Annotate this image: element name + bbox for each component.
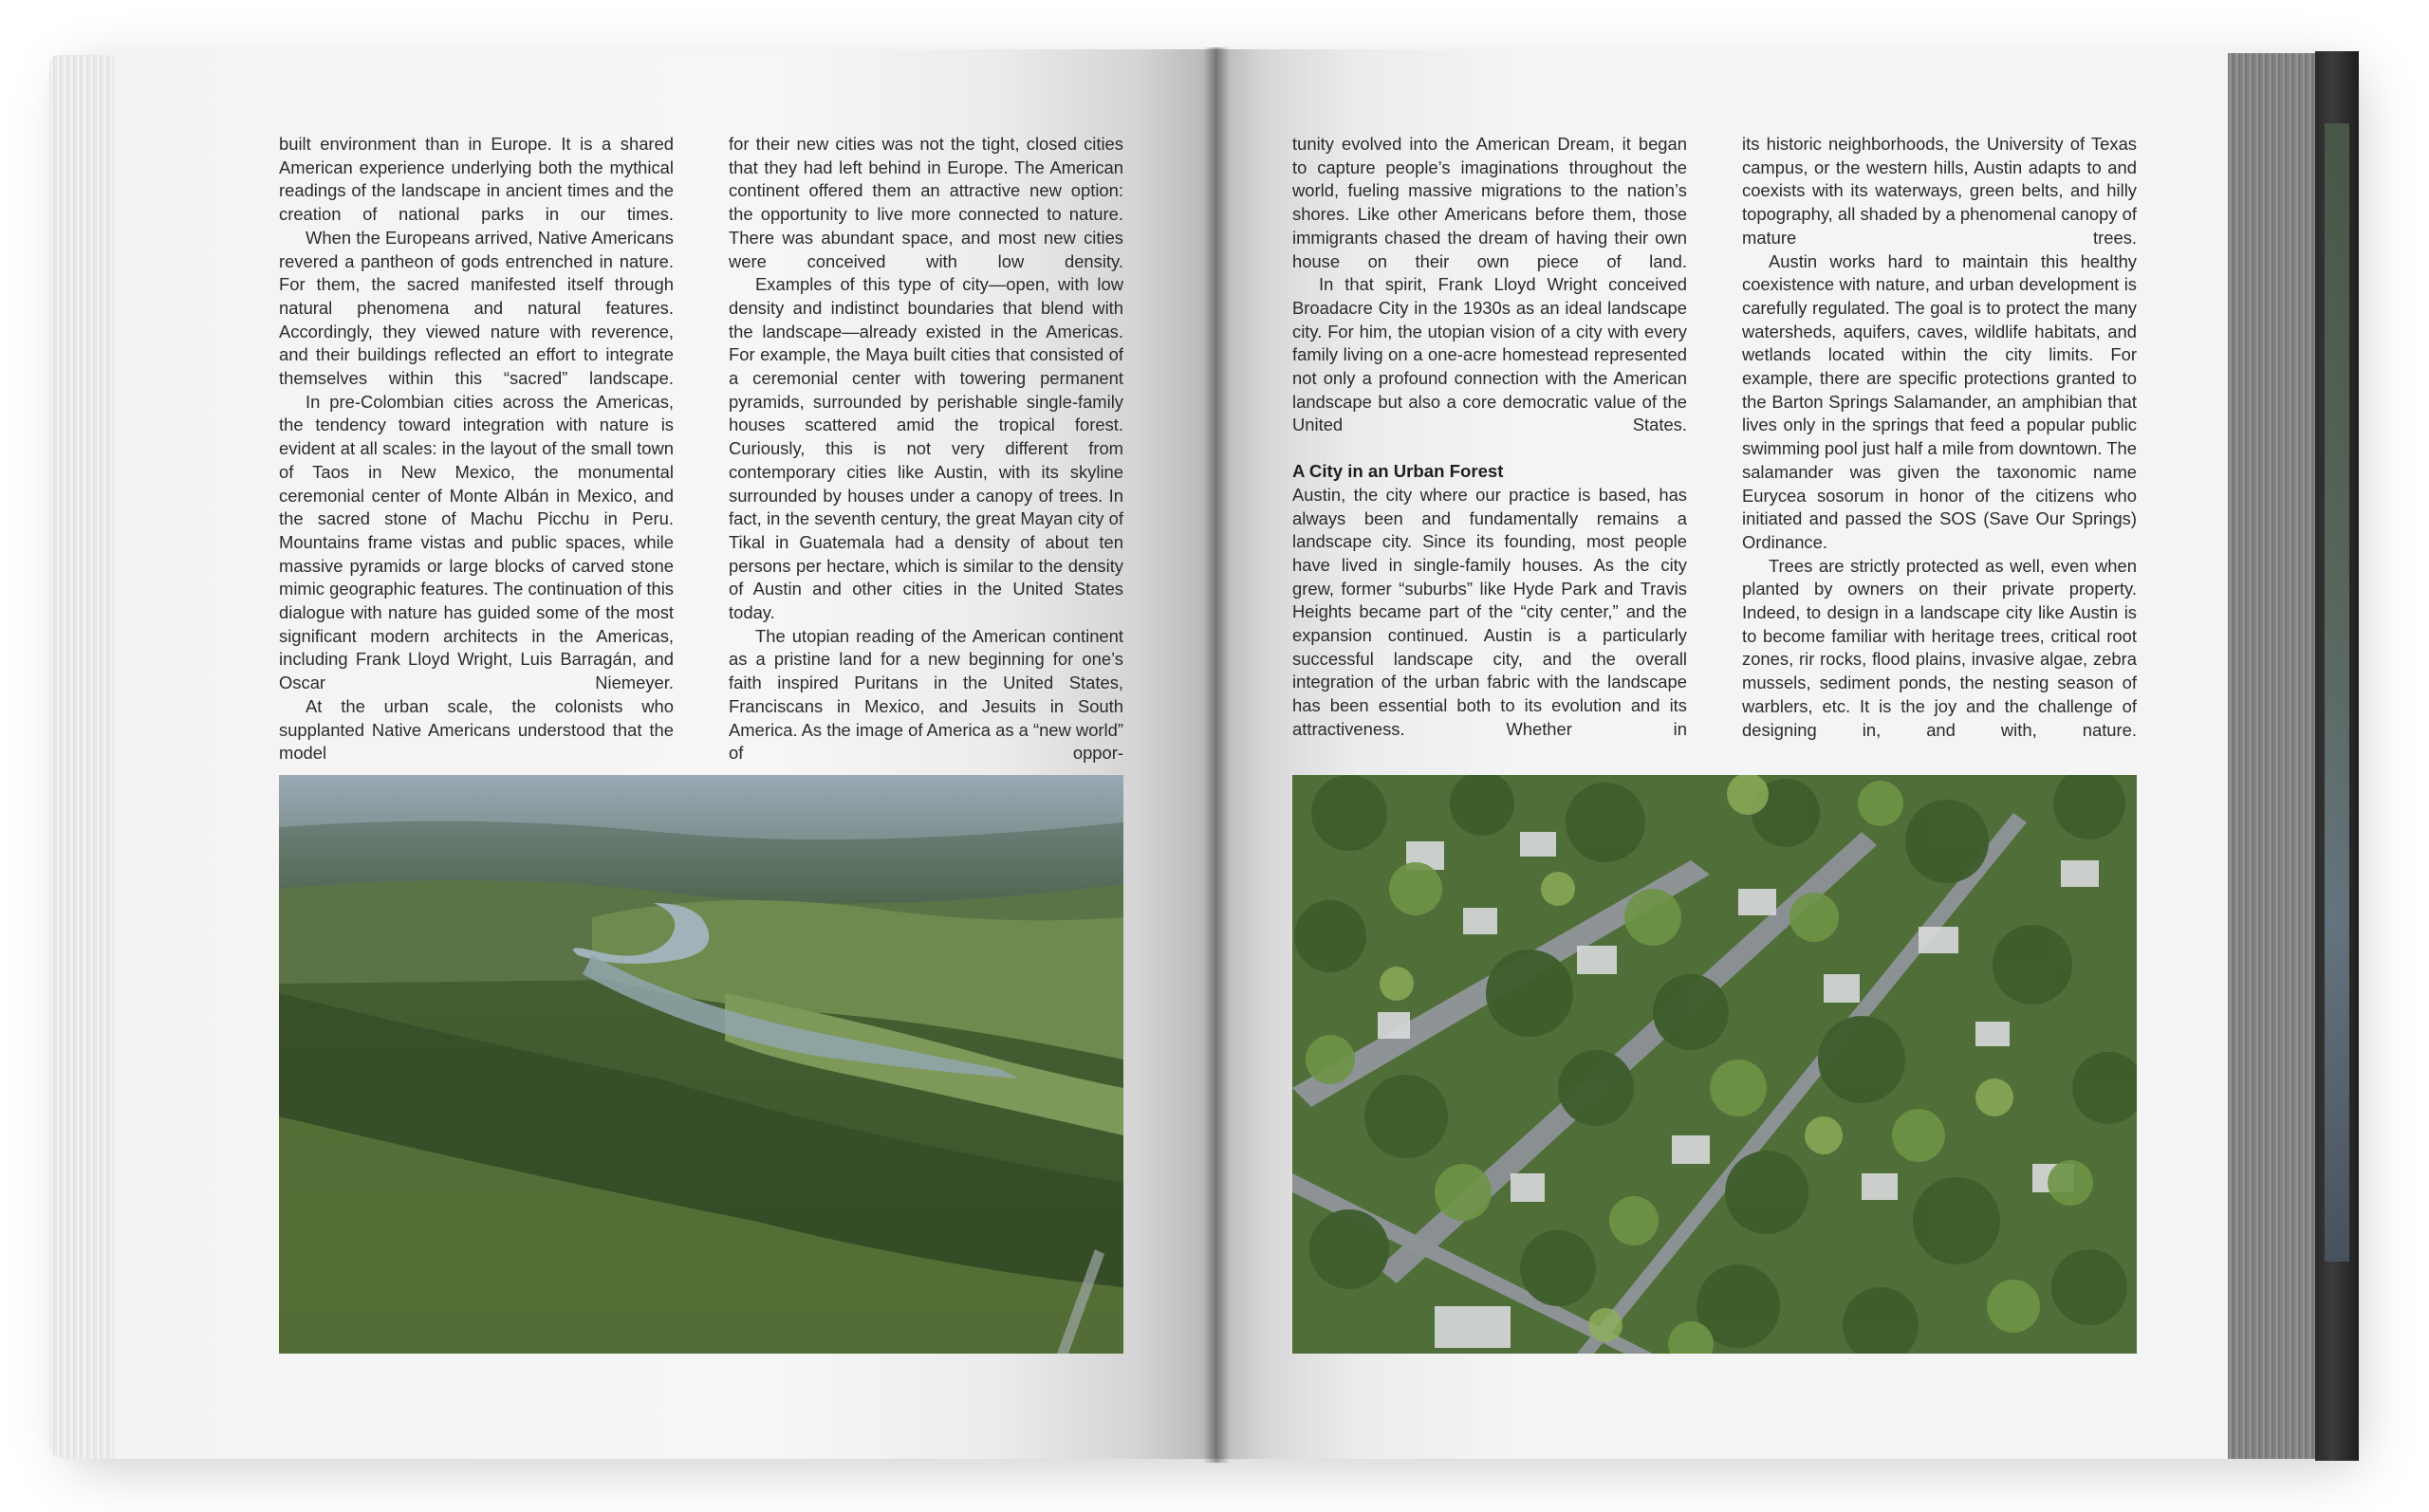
paragraph: its historic neighborhoods, the University of Texas campus, or the western hills, Austin adapts to and coexists with its waterways, green belts, and hilly topography, all shaded by a phenomenal canopy of mature trees. <box>1742 134 2137 248</box>
paragraph: In pre-Colombian cities across the Americas, the tendency toward integration with nature is evident at all scales: in the layout of the small town of Taos in New Mexico, the monumental ceremonial center of Monte Albán in Mexico, and the sacred stone of Machu Picchu in Peru. Mountains frame vistas and public spaces, while massive pyramids or large blocks of carved stone mimic geographic features. The continuation of this dialogue with nature has guided some of the most significant modern architects in the Americas, including Frank Lloyd Wright, Luis Barragán, and Oscar Niemeyer. <box>279 391 674 693</box>
right-page-edges <box>2228 53 2323 1459</box>
paragraph: The utopian reading of the American continent as a pristine land for a new beginning for one’s faith inspired Puritans in the United States, Franciscans in Mexico, and Jesuits in South America. As the image of America as a “new world” of oppor- <box>729 625 1123 764</box>
paragraph: In that spirit, Frank Lloyd Wright conceived Broadacre City in the 1930s as an ideal landscape city. For him, the utopian vision of a city with every family living on a one-acre homestead represented not only a profound connection with the American landscape but also a core democratic value of the United States. <box>1292 274 1687 435</box>
paragraph: tunity evolved into the American Dream, it began to capture people’s imaginations throughout the world, fueling massive migrations to the nation’s shores. Like other Americans before them, those immigrants chased the dream of having their own house on their own piece of land. <box>1292 134 1687 271</box>
back-cover-image <box>2325 123 2349 1262</box>
neighborhood-aerial-photo <box>1292 775 2137 1354</box>
paragraph: Trees are strictly protected as well, even when planted by owners on their private property. Indeed, to design in a landscape city like Austin is to become familiar with heritage trees, critical root zones, rir rocks, flood plains, invasive algae, zebra mussels, sediment ponds, the nesting season of warblers, etc. It is the joy and the challenge of designing in, and with, nature. <box>1742 555 2137 740</box>
paragraph: for their new cities was not the tight, closed cities that they had left behind in Europe. The American continent offered them an attractive new option: the opportunity to live more connected to nature. There was abundant space, and most new cities were conceived with low density. <box>729 134 1123 271</box>
neighborhood-aerial-image <box>1292 775 2137 1354</box>
right-page-column-2 <box>1742 133 2137 742</box>
book-gutter <box>1203 47 1230 1463</box>
paragraph: Austin, the city where our practice is based, has always been and fundamentally remains a landscape city. Since its founding, most people have lived in single-family houses. As the city grew, former “suburbs” like Hyde Park and Travis Heights became part of the “city center,” and the expansion continued. Austin is a particularly successful landscape city, and the overall integration of the urban fabric with the landscape has been essential both to its evolution and its attractiveness. Whether in <box>1292 484 1687 739</box>
aerial-river-image <box>279 775 1123 1354</box>
aerial-river-photo <box>279 775 1123 1354</box>
paragraph: Austin works hard to maintain this healthy coexistence with nature, and urban development is carefully regulated. The goal is to protect the many watersheds, aquifers, caves, wildlife habitats, and wetlands located within the city limits. For example, there are specific protections granted to the Barton Springs Salamander, an amphibian that lives only in the springs that feed a popular public swimming pool just half a mile from downtown. The salamander was given the taxonomic name Eurycea sosorum in honor of the citizens who initiated and passed the SOS (Save Our Springs) Ordinance. <box>1742 250 2137 552</box>
paragraph: When the Europeans arrived, Native Americans revered a pantheon of gods entrenched in nature. For them, the sacred manifested itself through natural phenomena and natural features. Accordingly, they viewed nature with reverence, and their buildings reflected an effort to integrate themselves within this “sacred” landscape. <box>279 227 674 389</box>
paragraph: Examples of this type of city—open, with low density and indistinct boundaries that blend with the landscape—already existed in the Americas. For example, the Maya built cities that consisted of a ceremonial center with towering permanent pyramids, surrounded by perishable single-family houses scattered amid the tropical forest. Curiously, this is not very different from contemporary cities like Austin, with its skyline surrounded by houses under a canopy of trees. In fact, in the seventh century, the great Mayan city of Tikal in Guatemala had a density of about ten persons per hectare, which is similar to the density of Austin and other cities in the United States today. <box>729 274 1123 623</box>
right-page-column-1 <box>1292 133 1687 742</box>
section-heading: A City in an Urban Forest <box>1292 461 1504 482</box>
paragraph: built environment than in Europe. It is a shared American experience underlying both the mythical readings of the landscape in ancient times and the creation of national parks in our times. <box>279 134 674 225</box>
left-page-column-2 <box>729 133 1123 765</box>
left-page-column-1 <box>279 133 674 765</box>
paragraph: At the urban scale, the colonists who supplanted Native Americans understood that the model <box>279 695 674 764</box>
